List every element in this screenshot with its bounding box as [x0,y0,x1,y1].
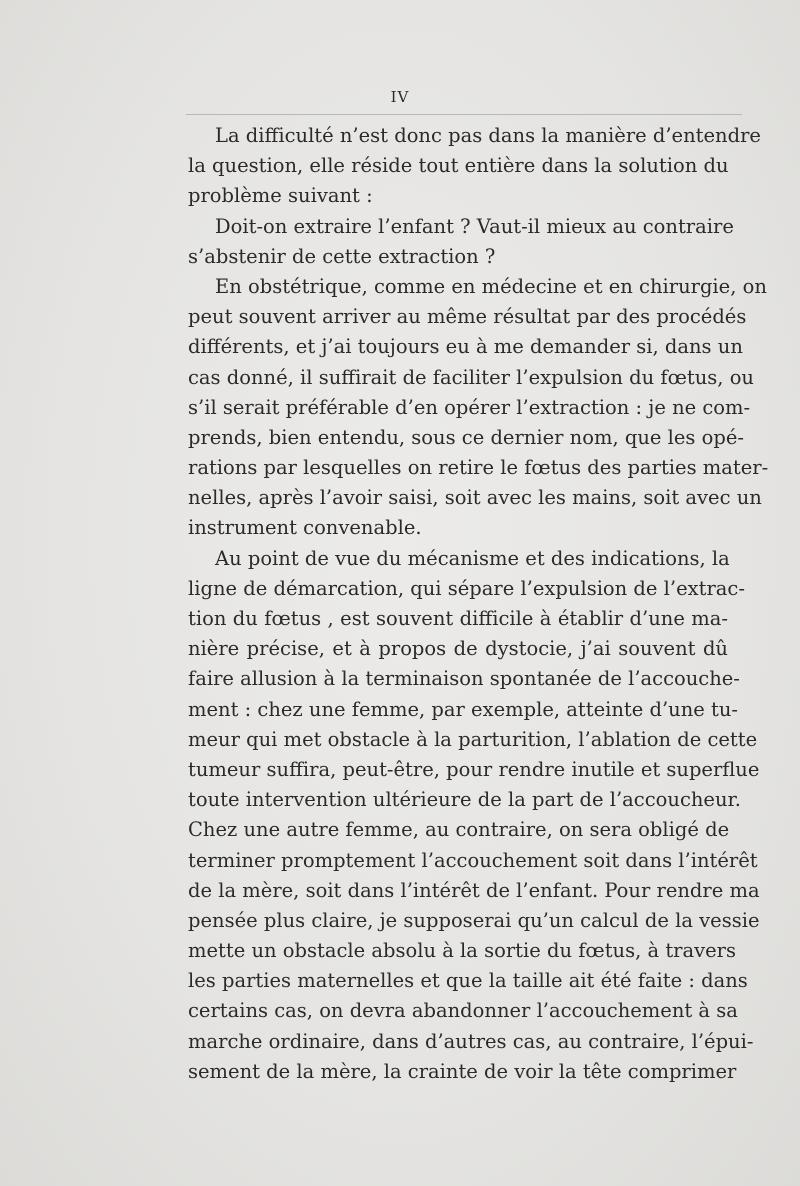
text-line: rations par lesquelles on retire le fœtus des parties mater- [188,456,769,480]
header-rule [186,114,742,115]
text-line: tion du fœtus , est souvent difficile à établir d’une ma- [188,607,728,630]
text-line: nière précise, et à propos de dystocie, j’ai souvent dû [188,637,728,661]
page-number: IV [390,88,410,106]
text-line: tumeur suffira, peut-être, pour rendre inutile et superflue [188,757,760,781]
text-line: certains cas, on devra abandonner l’accouchement à sa [188,999,738,1023]
text-line: ment : chez une femme, par exemple, atteinte d’une tu- [188,697,738,721]
text-line: La difficulté n’est donc pas dans la manière d’entendre [215,124,761,147]
text-line: s’il serait préférable d’en opérer l’extraction : je ne com- [188,395,751,419]
body-text [188,121,769,1087]
text-line: toute intervention ultérieure de la part de l’accoucheur. [188,788,741,812]
paragraph-3 [188,272,769,544]
text-line: sement de la mère, la crainte de voir la tête comprimer [188,1059,737,1083]
text-line: Au point de vue du mécanisme et des indications, la [215,546,730,570]
text-line: Chez une autre femme, au contraire, on sera obligé de [188,818,730,842]
text-line: la question, elle réside tout entière dans la solution du [188,154,729,178]
text-line: faire allusion à la terminaison spontanée de l’accouche- [188,667,740,691]
text-line: instrument convenable. [188,516,422,540]
text-line: s’abstenir de cette extraction ? [188,244,496,268]
text-line: prends, bien entendu, sous ce dernier nom, que les opé- [188,425,744,449]
paragraph-4 [188,544,760,1087]
text-line: Doit-on extraire l’enfant ? Vaut-il mieux au contraire [215,214,734,238]
text-line: pensée plus claire, je supposerai qu’un calcul de la vessie [188,908,760,932]
paragraph-2 [188,212,734,272]
text-line: nelles, après l’avoir saisi, soit avec les mains, soit avec un [188,486,762,510]
text-line: peut souvent arriver au même résultat par des procédés [188,305,747,329]
text-line: terminer promptement l’accouchement soit dans l’intérêt [188,848,758,872]
text-line: les parties maternelles et que la taille ait été faite : dans [188,969,748,993]
text-line: mette un obstacle absolu à la sortie du fœtus, à travers [188,939,736,963]
text-line: meur qui met obstacle à la parturition, l’ablation de cette [188,727,758,751]
text-line: cas donné, il suffirait de faciliter l’expulsion du fœtus, ou [188,365,754,389]
text-line: En obstétrique, comme en médecine et en chirurgie, on [215,274,767,298]
text-line: problème suivant : [188,184,373,208]
text-line: ligne de démarcation, qui sépare l’expulsion de l’extrac- [188,576,745,600]
paragraph-1 [188,121,761,212]
text-line: différents, et j’ai toujours eu à me demander si, dans un [188,335,743,359]
text-line: de la mère, soit dans l’intérêt de l’enfant. Pour rendre ma [188,878,760,902]
text-line: marche ordinaire, dans d’autres cas, au contraire, l’épui- [188,1029,754,1053]
